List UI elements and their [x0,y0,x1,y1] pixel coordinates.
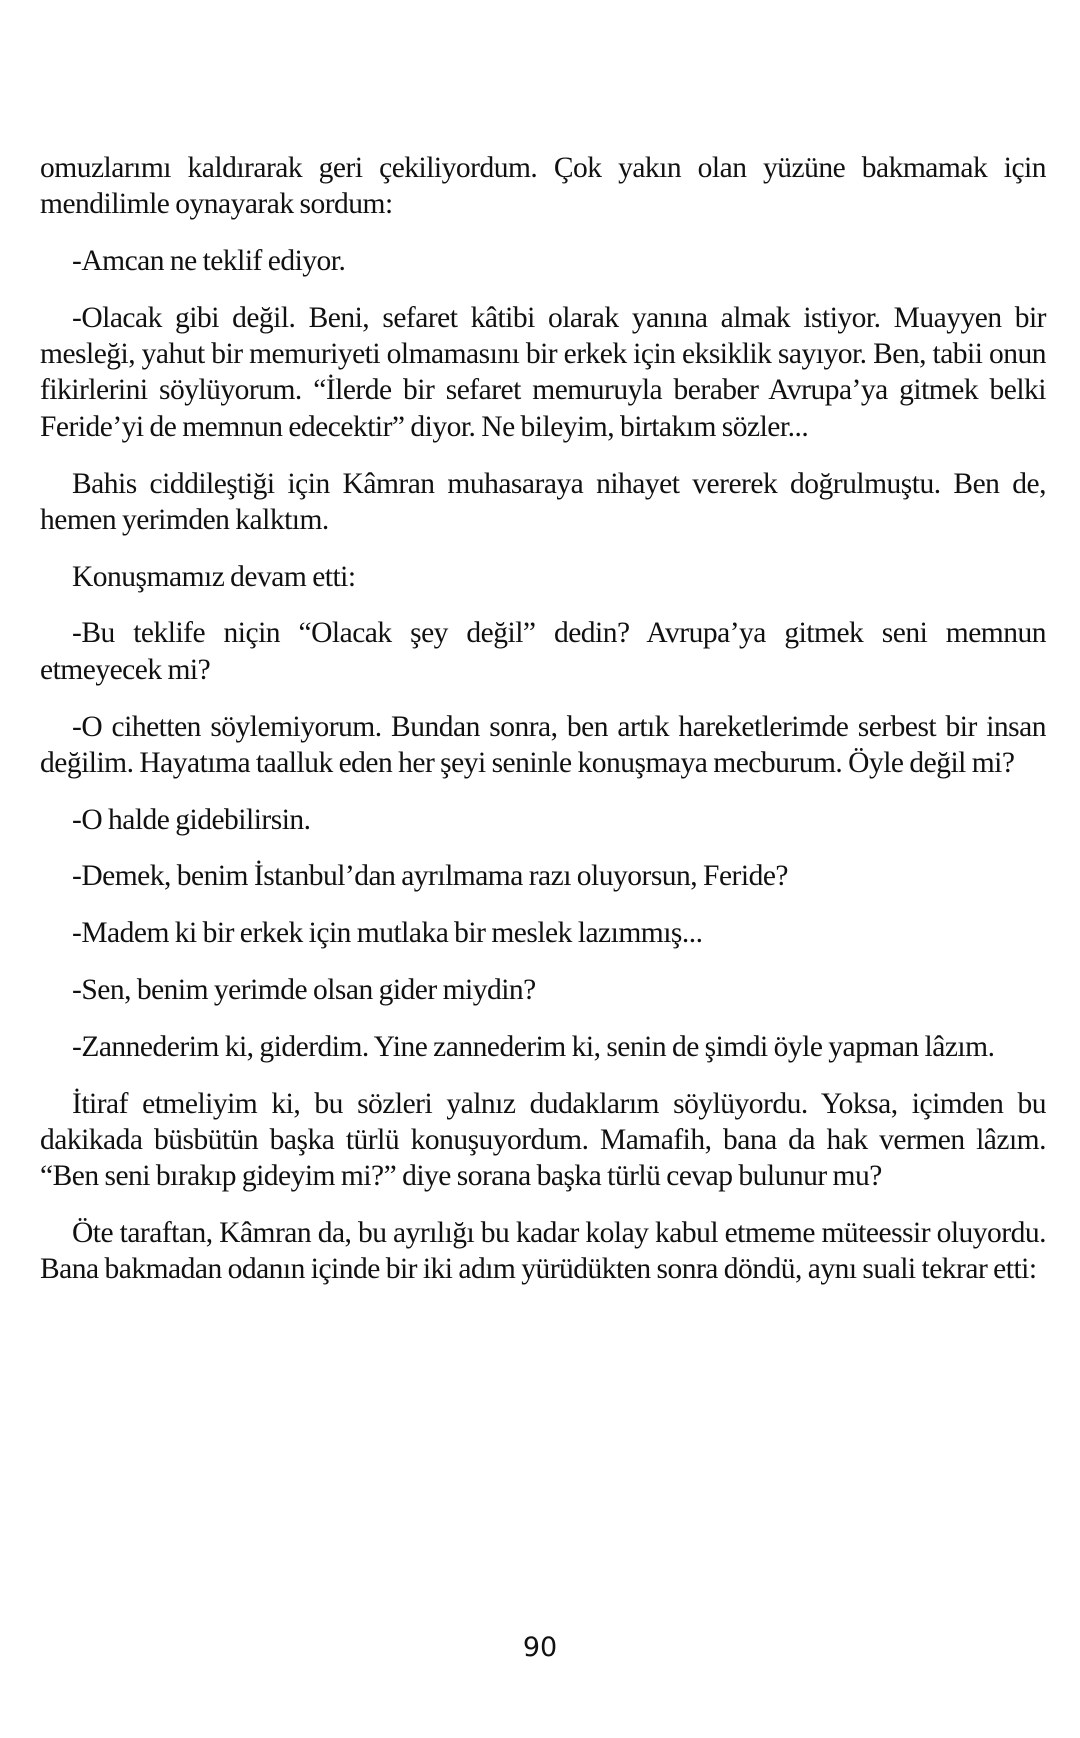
paragraph: -Demek, benim İstanbul’dan ayrılmama razı oluyorsun, Feride? [72,860,789,893]
paragraph: -Madem ki bir erkek için mutlaka bir meslek lazımmış... [72,917,703,950]
paragraph: -O halde gidebilirsin. [72,803,311,836]
paragraph: -Sen, benim yerimde olsan gider miydin? [72,974,536,1007]
paragraph: İtiraf etmeliyim ki, bu sözleri yalnız dudaklarım söylüyordu. Yoksa, içimden bu dakikada büsbütün başka türlü konuşuyordum. Mamafih, bana da hak vermen lâzım. “Ben seni bırakıp gideyim mi?” diye sorana başka türlü cevap bulunur mu? [40,1087,1046,1193]
paragraph: -Amcan ne teklif ediyor. [72,245,346,278]
paragraph: -Zannederim ki, giderdim. Yine zannederim ki, senin de şimdi öyle yapman lâzım. [72,1030,995,1063]
paragraph: Öte taraftan, Kâmran da, bu ayrılığı bu kadar kolay kabul etmeme müteessir oluyordu. Bana bakmadan odanın içinde bir iki adım yürüdükten sonra döndü, aynı suali tekrar etti: [40,1217,1046,1286]
paragraph: -O cihetten söylemiyorum. Bundan sonra, ben artık hareketlerimde serbest bir insan değilim. Hayatıma taalluk eden her şeyi seninle konuşmaya mecburum. Öyle değil mi? [40,710,1046,779]
paragraph: Konuşmamız devam etti: [72,560,356,593]
paragraph: Bahis ciddileştiği için Kâmran muhasaraya nihayet vererek doğrulmuştu. Ben de, hemen yerimden kalktım. [40,467,1046,536]
paragraph: -Olacak gibi değil. Beni, sefaret kâtibi olarak yanına almak istiyor. Muayyen bir mesleği, yahut bir memuriyeti olmamasını bir erkek için eksiklik sayıyor. Ben, tabii onun fikirlerini söylüyorum. “İlerde bir sefaret memuruyla beraber Avrupa’ya gitmek belki Feride’yi de memnun edecektir” diyor. Ne bileyim, birtakım sözler... [40,301,1046,443]
paragraph: -Bu teklife niçin “Olacak şey değil” dedin? Avrupa’ya gitmek seni memnun etmeyecek mi? [40,617,1046,686]
paragraph: omuzlarımı kaldırarak geri çekiliyordum. Çok yakın olan yüzüne bakmamak için mendilimle oynayarak sordum: [40,152,1046,221]
page-body [40,150,1046,1308]
page-number: 90 [522,1632,558,1663]
